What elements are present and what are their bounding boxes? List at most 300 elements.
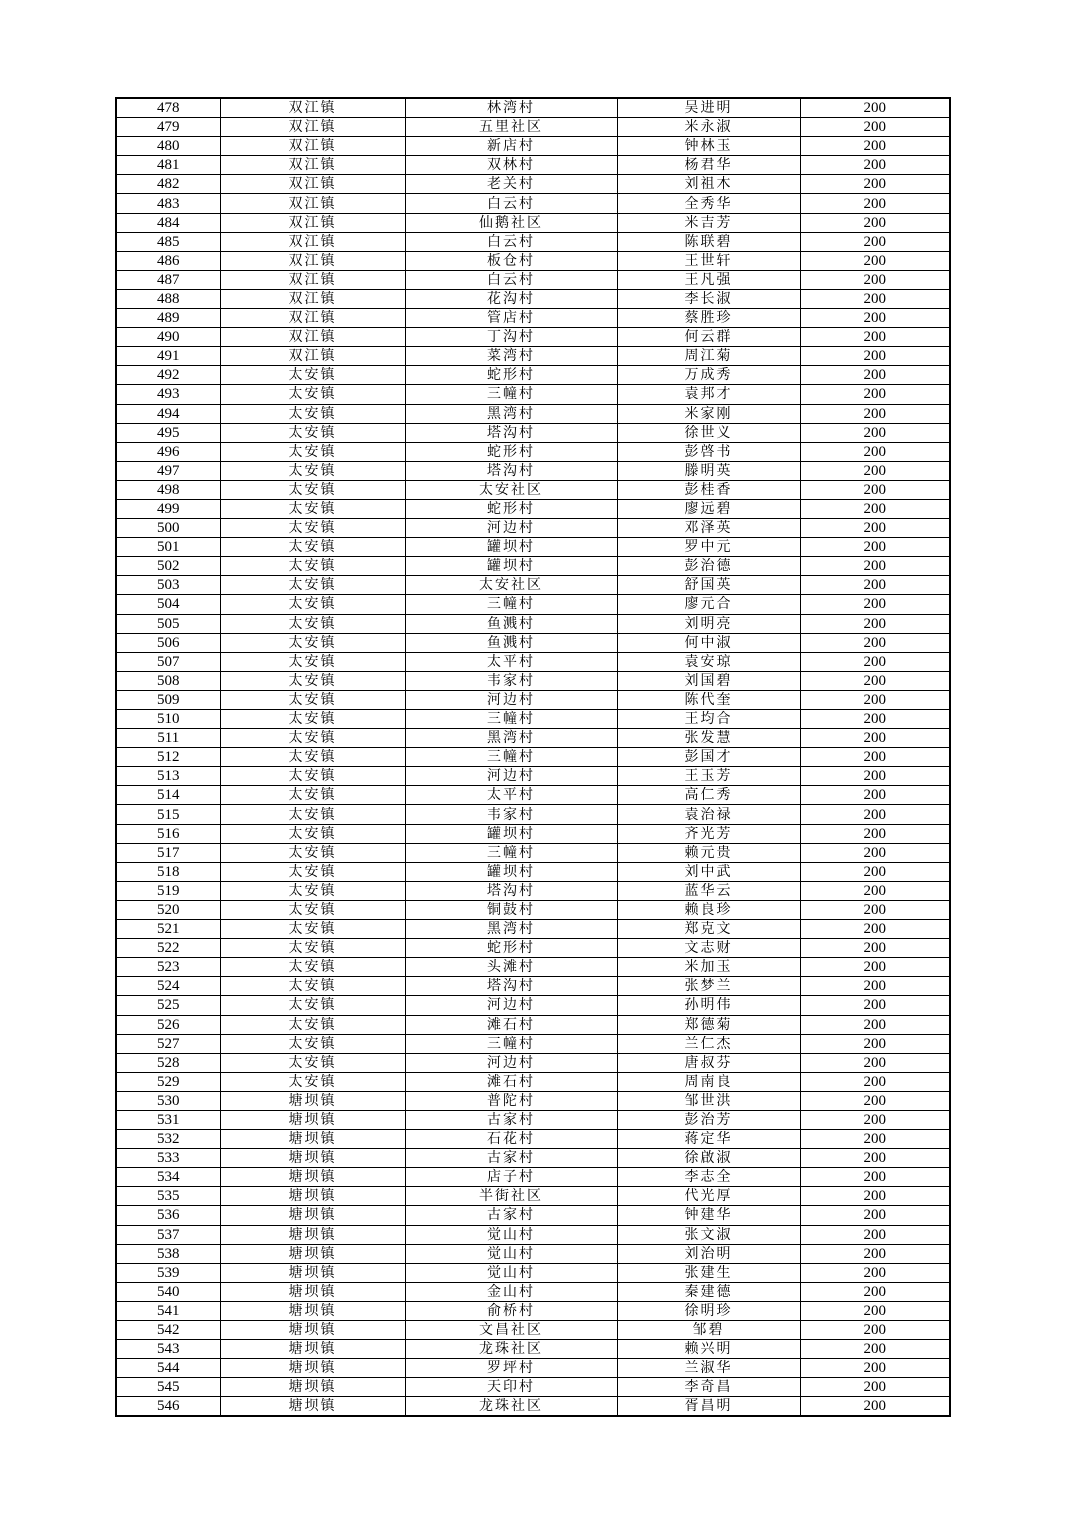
table-row: [116, 1378, 950, 1397]
serial-number-cell: 521: [116, 920, 220, 939]
table-row: [116, 328, 950, 347]
town-cell: 塘坝镇: [220, 1301, 405, 1320]
amount-cell: 200: [800, 1053, 950, 1072]
serial-number-cell: 496: [116, 442, 220, 461]
town-cell: 太安镇: [220, 1034, 405, 1053]
town-cell: 太安镇: [220, 557, 405, 576]
name-cell: 赖元贵: [617, 843, 800, 862]
name-cell: 全秀华: [617, 194, 800, 213]
name-cell: 罗中元: [617, 538, 800, 557]
amount-cell: 200: [800, 805, 950, 824]
amount-cell: 200: [800, 461, 950, 480]
serial-number-cell: 495: [116, 423, 220, 442]
serial-number-cell: 508: [116, 671, 220, 690]
village-cell: 觉山村: [405, 1244, 617, 1263]
table-row: [116, 461, 950, 480]
name-cell: 米吉芳: [617, 213, 800, 232]
table-row: [116, 900, 950, 919]
table-row: [116, 748, 950, 767]
village-cell: 仙鹅社区: [405, 213, 617, 232]
village-cell: 蛇形村: [405, 366, 617, 385]
table-row: [116, 862, 950, 881]
name-cell: 杨君华: [617, 156, 800, 175]
table-row: [116, 1301, 950, 1320]
town-cell: 塘坝镇: [220, 1225, 405, 1244]
town-cell: 太安镇: [220, 1053, 405, 1072]
table-row: [116, 175, 950, 194]
village-cell: 头滩村: [405, 958, 617, 977]
table-row: [116, 996, 950, 1015]
name-cell: 郑德菊: [617, 1015, 800, 1034]
table-row: [116, 366, 950, 385]
table-row: [116, 1359, 950, 1378]
amount-cell: 200: [800, 98, 950, 118]
amount-cell: 200: [800, 1263, 950, 1282]
village-cell: 老关村: [405, 175, 617, 194]
serial-number-cell: 500: [116, 519, 220, 538]
amount-cell: 200: [800, 710, 950, 729]
table-row: [116, 824, 950, 843]
name-cell: 李奇昌: [617, 1378, 800, 1397]
name-cell: 彭桂香: [617, 480, 800, 499]
amount-cell: 200: [800, 595, 950, 614]
serial-number-cell: 520: [116, 900, 220, 919]
town-cell: 塘坝镇: [220, 1397, 405, 1417]
town-cell: 双江镇: [220, 251, 405, 270]
serial-number-cell: 536: [116, 1206, 220, 1225]
table-row: [116, 920, 950, 939]
name-cell: 米家刚: [617, 404, 800, 423]
table-row: [116, 1072, 950, 1091]
town-cell: 太安镇: [220, 881, 405, 900]
amount-cell: 200: [800, 270, 950, 289]
amount-cell: 200: [800, 958, 950, 977]
town-cell: 太安镇: [220, 824, 405, 843]
table-row: [116, 1187, 950, 1206]
town-cell: 双江镇: [220, 232, 405, 251]
town-cell: 太安镇: [220, 442, 405, 461]
table-row: [116, 958, 950, 977]
town-cell: 太安镇: [220, 843, 405, 862]
serial-number-cell: 506: [116, 633, 220, 652]
table-row: [116, 423, 950, 442]
name-cell: 滕明英: [617, 461, 800, 480]
serial-number-cell: 541: [116, 1301, 220, 1320]
village-cell: 太平村: [405, 652, 617, 671]
amount-cell: 200: [800, 118, 950, 137]
amount-cell: 200: [800, 194, 950, 213]
village-cell: 蛇形村: [405, 442, 617, 461]
name-cell: 孙明伟: [617, 996, 800, 1015]
village-cell: 河边村: [405, 690, 617, 709]
village-cell: 塔沟村: [405, 977, 617, 996]
table-row: [116, 729, 950, 748]
name-cell: 钟建华: [617, 1206, 800, 1225]
recipient-table: [115, 97, 951, 1417]
name-cell: 米加玉: [617, 958, 800, 977]
amount-cell: 200: [800, 1015, 950, 1034]
amount-cell: 200: [800, 900, 950, 919]
town-cell: 塘坝镇: [220, 1206, 405, 1225]
town-cell: 太安镇: [220, 404, 405, 423]
serial-number-cell: 488: [116, 289, 220, 308]
name-cell: 蓝华云: [617, 881, 800, 900]
name-cell: 彭国才: [617, 748, 800, 767]
name-cell: 刘祖木: [617, 175, 800, 194]
name-cell: 张建生: [617, 1263, 800, 1282]
serial-number-cell: 484: [116, 213, 220, 232]
village-cell: 三幢村: [405, 385, 617, 404]
name-cell: 刘中武: [617, 862, 800, 881]
serial-number-cell: 498: [116, 480, 220, 499]
name-cell: 吴进明: [617, 98, 800, 118]
serial-number-cell: 480: [116, 137, 220, 156]
amount-cell: 200: [800, 652, 950, 671]
town-cell: 塘坝镇: [220, 1378, 405, 1397]
village-cell: 蛇形村: [405, 939, 617, 958]
village-cell: 文昌社区: [405, 1321, 617, 1340]
name-cell: 王世轩: [617, 251, 800, 270]
table-row: [116, 805, 950, 824]
village-cell: 三幢村: [405, 1034, 617, 1053]
amount-cell: 200: [800, 1244, 950, 1263]
name-cell: 张梦兰: [617, 977, 800, 996]
table-row: [116, 767, 950, 786]
name-cell: 邹碧: [617, 1321, 800, 1340]
amount-cell: 200: [800, 1091, 950, 1110]
amount-cell: 200: [800, 232, 950, 251]
serial-number-cell: 482: [116, 175, 220, 194]
town-cell: 太安镇: [220, 862, 405, 881]
serial-number-cell: 501: [116, 538, 220, 557]
town-cell: 太安镇: [220, 614, 405, 633]
amount-cell: 200: [800, 1168, 950, 1187]
town-cell: 太安镇: [220, 385, 405, 404]
serial-number-cell: 494: [116, 404, 220, 423]
village-cell: 白云村: [405, 194, 617, 213]
amount-cell: 200: [800, 423, 950, 442]
name-cell: 兰仁杰: [617, 1034, 800, 1053]
serial-number-cell: 499: [116, 499, 220, 518]
serial-number-cell: 518: [116, 862, 220, 881]
village-cell: 三幢村: [405, 843, 617, 862]
town-cell: 太安镇: [220, 767, 405, 786]
village-cell: 双林村: [405, 156, 617, 175]
town-cell: 双江镇: [220, 98, 405, 118]
village-cell: 觉山村: [405, 1225, 617, 1244]
town-cell: 塘坝镇: [220, 1110, 405, 1129]
village-cell: 太安社区: [405, 576, 617, 595]
village-cell: 罐坝村: [405, 538, 617, 557]
name-cell: 张发慧: [617, 729, 800, 748]
table-row: [116, 576, 950, 595]
serial-number-cell: 533: [116, 1149, 220, 1168]
village-cell: 菜湾村: [405, 347, 617, 366]
serial-number-cell: 514: [116, 786, 220, 805]
serial-number-cell: 544: [116, 1359, 220, 1378]
name-cell: 王均合: [617, 710, 800, 729]
village-cell: 河边村: [405, 1053, 617, 1072]
town-cell: 太安镇: [220, 1015, 405, 1034]
table-row: [116, 118, 950, 137]
town-cell: 太安镇: [220, 690, 405, 709]
town-cell: 塘坝镇: [220, 1168, 405, 1187]
table-row: [116, 251, 950, 270]
amount-cell: 200: [800, 309, 950, 328]
village-cell: 黑湾村: [405, 404, 617, 423]
town-cell: 太安镇: [220, 652, 405, 671]
table-body: [116, 98, 950, 1416]
amount-cell: 200: [800, 519, 950, 538]
village-cell: 三幢村: [405, 748, 617, 767]
amount-cell: 200: [800, 1072, 950, 1091]
village-cell: 河边村: [405, 519, 617, 538]
name-cell: 万成秀: [617, 366, 800, 385]
name-cell: 兰淑华: [617, 1359, 800, 1378]
table-row: [116, 98, 950, 118]
town-cell: 塘坝镇: [220, 1244, 405, 1263]
village-cell: 太平村: [405, 786, 617, 805]
amount-cell: 200: [800, 538, 950, 557]
village-cell: 店子村: [405, 1168, 617, 1187]
name-cell: 蒋定华: [617, 1130, 800, 1149]
name-cell: 彭治芳: [617, 1110, 800, 1129]
amount-cell: 200: [800, 1130, 950, 1149]
amount-cell: 200: [800, 671, 950, 690]
amount-cell: 200: [800, 1378, 950, 1397]
town-cell: 塘坝镇: [220, 1282, 405, 1301]
village-cell: 罐坝村: [405, 557, 617, 576]
town-cell: 塘坝镇: [220, 1321, 405, 1340]
town-cell: 太安镇: [220, 977, 405, 996]
village-cell: 黑湾村: [405, 920, 617, 939]
name-cell: 李长淑: [617, 289, 800, 308]
serial-number-cell: 515: [116, 805, 220, 824]
table-row: [116, 1263, 950, 1282]
serial-number-cell: 530: [116, 1091, 220, 1110]
name-cell: 李志全: [617, 1168, 800, 1187]
village-cell: 古家村: [405, 1149, 617, 1168]
town-cell: 双江镇: [220, 118, 405, 137]
table-row: [116, 404, 950, 423]
town-cell: 双江镇: [220, 156, 405, 175]
serial-number-cell: 504: [116, 595, 220, 614]
table-row: [116, 710, 950, 729]
name-cell: 钟林玉: [617, 137, 800, 156]
town-cell: 太安镇: [220, 900, 405, 919]
serial-number-cell: 478: [116, 98, 220, 118]
amount-cell: 200: [800, 213, 950, 232]
name-cell: 袁治禄: [617, 805, 800, 824]
table-row: [116, 309, 950, 328]
amount-cell: 200: [800, 404, 950, 423]
serial-number-cell: 505: [116, 614, 220, 633]
village-cell: 罗坪村: [405, 1359, 617, 1378]
amount-cell: 200: [800, 1187, 950, 1206]
name-cell: 刘国碧: [617, 671, 800, 690]
serial-number-cell: 511: [116, 729, 220, 748]
amount-cell: 200: [800, 366, 950, 385]
amount-cell: 200: [800, 557, 950, 576]
table-row: [116, 232, 950, 251]
name-cell: 王玉芳: [617, 767, 800, 786]
amount-cell: 200: [800, 1225, 950, 1244]
village-cell: 金山村: [405, 1282, 617, 1301]
village-cell: 罐坝村: [405, 824, 617, 843]
village-cell: 新店村: [405, 137, 617, 156]
amount-cell: 200: [800, 1110, 950, 1129]
name-cell: 邹世洪: [617, 1091, 800, 1110]
name-cell: 周南良: [617, 1072, 800, 1091]
amount-cell: 200: [800, 920, 950, 939]
town-cell: 太安镇: [220, 729, 405, 748]
village-cell: 普陀村: [405, 1091, 617, 1110]
table-row: [116, 347, 950, 366]
table-row: [116, 156, 950, 175]
town-cell: 塘坝镇: [220, 1340, 405, 1359]
village-cell: 鱼溅村: [405, 633, 617, 652]
amount-cell: 200: [800, 862, 950, 881]
name-cell: 胥昌明: [617, 1397, 800, 1417]
amount-cell: 200: [800, 289, 950, 308]
serial-number-cell: 524: [116, 977, 220, 996]
table-row: [116, 1015, 950, 1034]
name-cell: 袁安琼: [617, 652, 800, 671]
amount-cell: 200: [800, 480, 950, 499]
town-cell: 太安镇: [220, 499, 405, 518]
serial-number-cell: 486: [116, 251, 220, 270]
village-cell: 半街社区: [405, 1187, 617, 1206]
amount-cell: 200: [800, 767, 950, 786]
serial-number-cell: 545: [116, 1378, 220, 1397]
town-cell: 太安镇: [220, 671, 405, 690]
name-cell: 周江菊: [617, 347, 800, 366]
town-cell: 太安镇: [220, 423, 405, 442]
town-cell: 双江镇: [220, 175, 405, 194]
town-cell: 太安镇: [220, 538, 405, 557]
serial-number-cell: 509: [116, 690, 220, 709]
village-cell: 滩石村: [405, 1015, 617, 1034]
village-cell: 觉山村: [405, 1263, 617, 1282]
village-cell: 古家村: [405, 1110, 617, 1129]
table-row: [116, 137, 950, 156]
serial-number-cell: 512: [116, 748, 220, 767]
name-cell: 彭治德: [617, 557, 800, 576]
table-row: [116, 270, 950, 289]
amount-cell: 200: [800, 442, 950, 461]
amount-cell: 200: [800, 1397, 950, 1417]
serial-number-cell: 493: [116, 385, 220, 404]
amount-cell: 200: [800, 1034, 950, 1053]
serial-number-cell: 540: [116, 1282, 220, 1301]
name-cell: 徐啟淑: [617, 1149, 800, 1168]
amount-cell: 200: [800, 996, 950, 1015]
serial-number-cell: 483: [116, 194, 220, 213]
table-row: [116, 1149, 950, 1168]
amount-cell: 200: [800, 843, 950, 862]
village-cell: 太安社区: [405, 480, 617, 499]
name-cell: 蔡胜珍: [617, 309, 800, 328]
name-cell: 彭啓书: [617, 442, 800, 461]
name-cell: 陈代奎: [617, 690, 800, 709]
amount-cell: 200: [800, 748, 950, 767]
town-cell: 双江镇: [220, 213, 405, 232]
town-cell: 太安镇: [220, 748, 405, 767]
village-cell: 三幢村: [405, 595, 617, 614]
name-cell: 何中淑: [617, 633, 800, 652]
town-cell: 太安镇: [220, 920, 405, 939]
serial-number-cell: 510: [116, 710, 220, 729]
table-row: [116, 1397, 950, 1417]
amount-cell: 200: [800, 137, 950, 156]
town-cell: 塘坝镇: [220, 1149, 405, 1168]
town-cell: 太安镇: [220, 576, 405, 595]
table-row: [116, 1168, 950, 1187]
name-cell: 徐世义: [617, 423, 800, 442]
town-cell: 双江镇: [220, 328, 405, 347]
town-cell: 双江镇: [220, 347, 405, 366]
name-cell: 齐光芳: [617, 824, 800, 843]
town-cell: 双江镇: [220, 289, 405, 308]
table-row: [116, 557, 950, 576]
table-row: [116, 1340, 950, 1359]
village-cell: 韦家村: [405, 671, 617, 690]
table-row: [116, 289, 950, 308]
name-cell: 刘治明: [617, 1244, 800, 1263]
table-row: [116, 1321, 950, 1340]
table-row: [116, 843, 950, 862]
amount-cell: 200: [800, 729, 950, 748]
serial-number-cell: 487: [116, 270, 220, 289]
amount-cell: 200: [800, 614, 950, 633]
table-row: [116, 1225, 950, 1244]
village-cell: 罐坝村: [405, 862, 617, 881]
table-row: [116, 1034, 950, 1053]
amount-cell: 200: [800, 1206, 950, 1225]
serial-number-cell: 542: [116, 1321, 220, 1340]
table-row: [116, 1244, 950, 1263]
serial-number-cell: 529: [116, 1072, 220, 1091]
serial-number-cell: 534: [116, 1168, 220, 1187]
town-cell: 塘坝镇: [220, 1187, 405, 1206]
village-cell: 河边村: [405, 996, 617, 1015]
village-cell: 滩石村: [405, 1072, 617, 1091]
amount-cell: 200: [800, 690, 950, 709]
town-cell: 太安镇: [220, 939, 405, 958]
amount-cell: 200: [800, 251, 950, 270]
amount-cell: 200: [800, 977, 950, 996]
name-cell: 郑克文: [617, 920, 800, 939]
serial-number-cell: 532: [116, 1130, 220, 1149]
town-cell: 塘坝镇: [220, 1091, 405, 1110]
village-cell: 龙珠社区: [405, 1340, 617, 1359]
serial-number-cell: 543: [116, 1340, 220, 1359]
amount-cell: 200: [800, 1359, 950, 1378]
village-cell: 铜鼓村: [405, 900, 617, 919]
name-cell: 唐叔芬: [617, 1053, 800, 1072]
amount-cell: 200: [800, 939, 950, 958]
serial-number-cell: 517: [116, 843, 220, 862]
table-row: [116, 1110, 950, 1129]
serial-number-cell: 546: [116, 1397, 220, 1417]
village-cell: 白云村: [405, 270, 617, 289]
amount-cell: 200: [800, 1149, 950, 1168]
table-row: [116, 1091, 950, 1110]
town-cell: 塘坝镇: [220, 1359, 405, 1378]
table-row: [116, 519, 950, 538]
village-cell: 三幢村: [405, 710, 617, 729]
name-cell: 赖兴明: [617, 1340, 800, 1359]
